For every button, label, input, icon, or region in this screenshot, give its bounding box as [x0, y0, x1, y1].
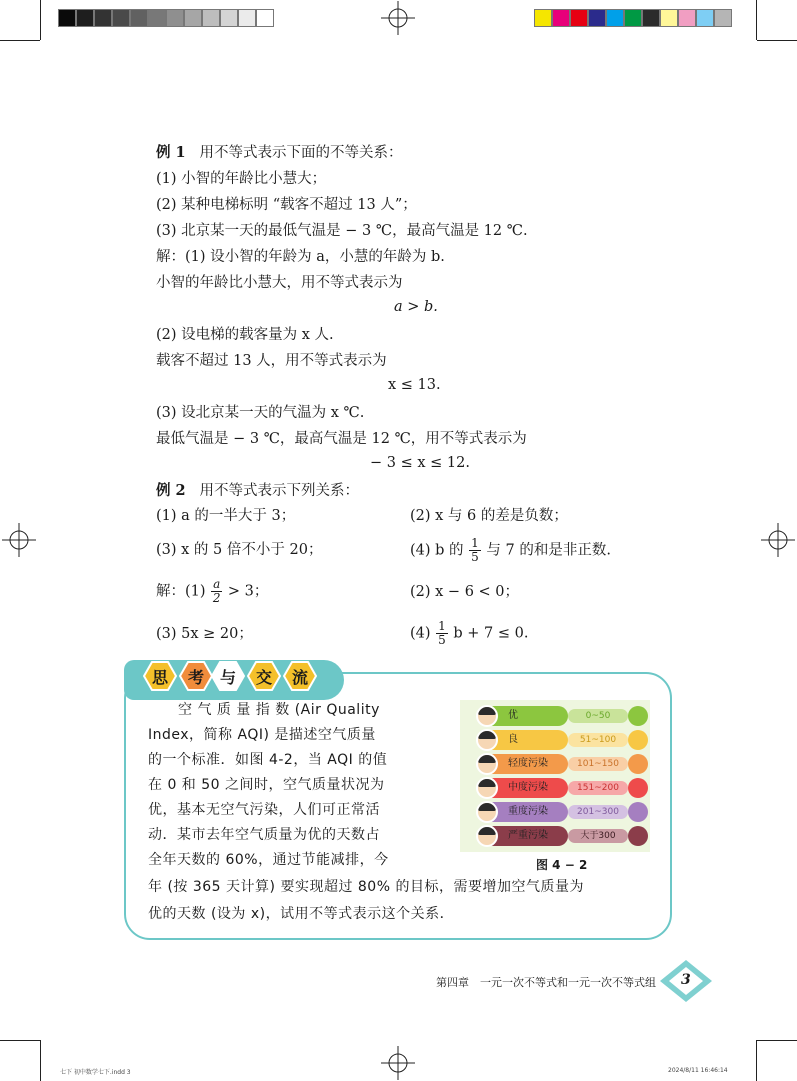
crop-mark: [0, 40, 40, 41]
example2-title: 用不等式表示下列关系：: [199, 483, 359, 499]
gray-swatch: [202, 9, 220, 27]
example2-answer-2: (2) x − 6 < 0；: [410, 584, 520, 600]
registration-mark-icon: [2, 523, 36, 557]
example1-solution-1-text: 小智的年龄比小慧大，用不等式表示为: [156, 275, 403, 291]
gray-swatch: [76, 9, 94, 27]
aqi-color-dot: [628, 778, 648, 798]
example2-question-2: (2) x 与 6 的差是负数；: [410, 508, 568, 524]
aqi-color-dot: [628, 706, 648, 726]
face-icon: [476, 825, 498, 847]
aqi-range: 151~200: [568, 781, 628, 795]
aqi-level-label: 重度污染: [484, 802, 568, 822]
aqi-level-label: 严重污染: [484, 826, 568, 846]
fraction-numerator: 1: [438, 619, 446, 633]
aqi-color-dot: [628, 802, 648, 822]
aqi-range: 51~100: [568, 733, 628, 747]
figure-caption: 图 4 − 2: [536, 858, 588, 872]
example1-solution-1-inequality: a > b.: [394, 299, 438, 315]
file-name: 七下 初中数学七下.indd 3: [60, 1069, 131, 1076]
discussion-tab-char: [143, 661, 177, 691]
face-icon: [476, 801, 498, 823]
color-swatch: [642, 9, 660, 27]
color-swatch: [588, 9, 606, 27]
aqi-range: 大于300: [568, 829, 628, 843]
discussion-tab-char-label: 思: [151, 667, 168, 687]
crop-mark: [757, 1040, 797, 1041]
color-swatch: [660, 9, 678, 27]
aqi-row: [476, 754, 638, 774]
aqi-level-label: 中度污染: [484, 778, 568, 798]
example2-question-4: [410, 537, 611, 564]
aqi-row: [476, 826, 638, 846]
aqi-range: 0~50: [568, 709, 628, 723]
aqi-color-dot: [628, 730, 648, 750]
fraction-denominator: 2: [212, 591, 221, 605]
crop-mark: [40, 1040, 41, 1081]
gray-swatch: [58, 9, 76, 27]
example1-item-3: (3) 北京某一天的最低气温是 − 3 ℃，最高气温是 12 ℃.: [156, 223, 528, 239]
gray-swatch: [184, 9, 202, 27]
gray-swatch: [130, 9, 148, 27]
example2-answer-4: [410, 620, 528, 647]
example2-answer-4-suffix: b + 7 ≤ 0.: [453, 625, 529, 642]
gray-swatch: [112, 9, 130, 27]
fraction-one-fifth: [436, 620, 448, 647]
aqi-row: [476, 778, 638, 798]
color-swatch: [606, 9, 624, 27]
aqi-range: 201~300: [568, 805, 628, 819]
aqi-range: 101~150: [568, 757, 628, 771]
color-swatch-bar: [534, 9, 732, 27]
discussion-line-1: 空 气 质 量 指 数 (Air Quality: [178, 702, 380, 718]
discussion-line-4: 在 0 和 50 之间时，空气质量状况为: [148, 777, 385, 793]
color-swatch: [678, 9, 696, 27]
registration-mark-icon: [381, 1, 415, 35]
face-icon: [476, 753, 498, 775]
face-icon: [476, 705, 498, 727]
color-swatch: [552, 9, 570, 27]
crop-mark: [0, 1040, 40, 1041]
chapter-title: 第四章 一元一次不等式和一元一次不等式组: [436, 976, 656, 989]
example2-answer-4-prefix: (4): [410, 625, 431, 642]
crop-mark: [756, 0, 757, 40]
fraction-numerator: 1: [471, 536, 479, 550]
example1-solution-2-setup: (2) 设电梯的载客量为 x 人.: [156, 327, 334, 343]
crop-mark: [757, 40, 797, 41]
discussion-line-9: 优的天数 (设为 x)，试用不等式表示这个关系．: [148, 906, 455, 922]
fraction-numerator: a: [213, 577, 221, 591]
page-number: 3: [681, 972, 691, 988]
aqi-level-label: 优: [484, 706, 568, 726]
discussion-line-5: 优，基本无空气污染，人们可正常活: [148, 802, 380, 818]
example1-label: 例 1: [156, 144, 186, 161]
discussion-line-7: 全年天数的 60%，通过节能减排，今: [148, 852, 389, 868]
discussion-tab-char-label: 交: [255, 667, 272, 687]
discussion-tab-char-label: 考: [187, 667, 204, 687]
gray-swatch: [148, 9, 166, 27]
example2-question-4-suffix: 与 7 的和是非正数.: [486, 542, 611, 559]
example1-item-1: (1) 小智的年龄比小慧大；: [156, 171, 327, 187]
crop-mark: [756, 1040, 757, 1081]
discussion-tab-char: [179, 661, 213, 691]
example1-solution-1-setup: 解：(1) 设小智的年龄为 a，小慧的年龄为 b.: [156, 249, 445, 265]
aqi-color-dot: [628, 826, 648, 846]
color-swatch: [534, 9, 552, 27]
discussion-line-2: Index，简称 AQI) 是描述空气质量: [148, 727, 376, 743]
crop-mark: [40, 0, 41, 40]
example1-solution-3-setup: (3) 设北京某一天的气温为 x ℃.: [156, 405, 365, 421]
color-swatch: [570, 9, 588, 27]
example2-answer-1: [156, 578, 268, 605]
aqi-row: [476, 802, 638, 822]
discussion-tab-char: [283, 661, 317, 691]
example2-question-1: (1) a 的一半大于 3；: [156, 508, 296, 524]
discussion-tab-char: [211, 661, 245, 691]
print-timestamp: 2024/8/11 16:46:14: [668, 1067, 728, 1074]
face-icon: [476, 777, 498, 799]
example1-heading: [156, 143, 402, 163]
example2-answer-1-suffix: > 3；: [227, 583, 269, 600]
fraction-denominator: 5: [471, 550, 479, 564]
example2-label: 例 2: [156, 482, 186, 499]
example2-heading: [156, 481, 359, 501]
gray-swatch: [166, 9, 184, 27]
example1-solution-3-inequality: − 3 ≤ x ≤ 12.: [370, 455, 470, 471]
color-swatch: [696, 9, 714, 27]
fraction-denominator: 5: [438, 633, 446, 647]
example2-question-4-prefix: (4) b 的: [410, 542, 464, 559]
fraction-one-fifth: [469, 537, 481, 564]
discussion-line-3: 的一个标准．如图 4-2，当 AQI 的值: [148, 752, 388, 768]
gray-swatch: [220, 9, 238, 27]
gray-swatch: [94, 9, 112, 27]
aqi-row: [476, 730, 638, 750]
discussion-tab-char: [247, 661, 281, 691]
registration-mark-icon: [381, 1046, 415, 1080]
discussion-line-8: 年 (按 365 天计算) 要实现超过 80% 的目标，需要增加空气质量为: [148, 879, 584, 895]
aqi-figure: [460, 700, 650, 852]
example2-answer-1-prefix: 解：(1): [156, 583, 206, 600]
example1-title: 用不等式表示下面的不等关系：: [199, 145, 403, 161]
example2-answer-3: (3) 5x ≥ 20；: [156, 626, 253, 642]
color-swatch: [624, 9, 642, 27]
fraction-a-over-two: [211, 578, 222, 605]
color-swatch: [714, 9, 732, 27]
aqi-level-label: 轻度污染: [484, 754, 568, 774]
aqi-color-dot: [628, 754, 648, 774]
discussion-tab-char-label: 流: [291, 667, 308, 687]
discussion-line-6: 动．某市去年空气质量为优的天数占: [148, 827, 380, 843]
aqi-row: [476, 706, 638, 726]
face-icon: [476, 729, 498, 751]
example1-solution-3-text: 最低气温是 − 3 ℃，最高气温是 12 ℃，用不等式表示为: [156, 431, 527, 447]
example1-solution-2-inequality: x ≤ 13.: [388, 377, 441, 393]
gray-swatch: [256, 9, 274, 27]
grayscale-swatch-bar: [58, 9, 274, 27]
example1-item-2: (2) 某种电梯标明 “载客不超过 13 人”；: [156, 197, 417, 213]
gray-swatch: [238, 9, 256, 27]
aqi-level-label: 良: [484, 730, 568, 750]
example1-solution-2-text: 载客不超过 13 人，用不等式表示为: [156, 353, 387, 369]
registration-mark-icon: [761, 523, 795, 557]
discussion-tab-char-label: 与: [219, 667, 236, 687]
example2-question-3: (3) x 的 5 倍不小于 20；: [156, 542, 323, 558]
